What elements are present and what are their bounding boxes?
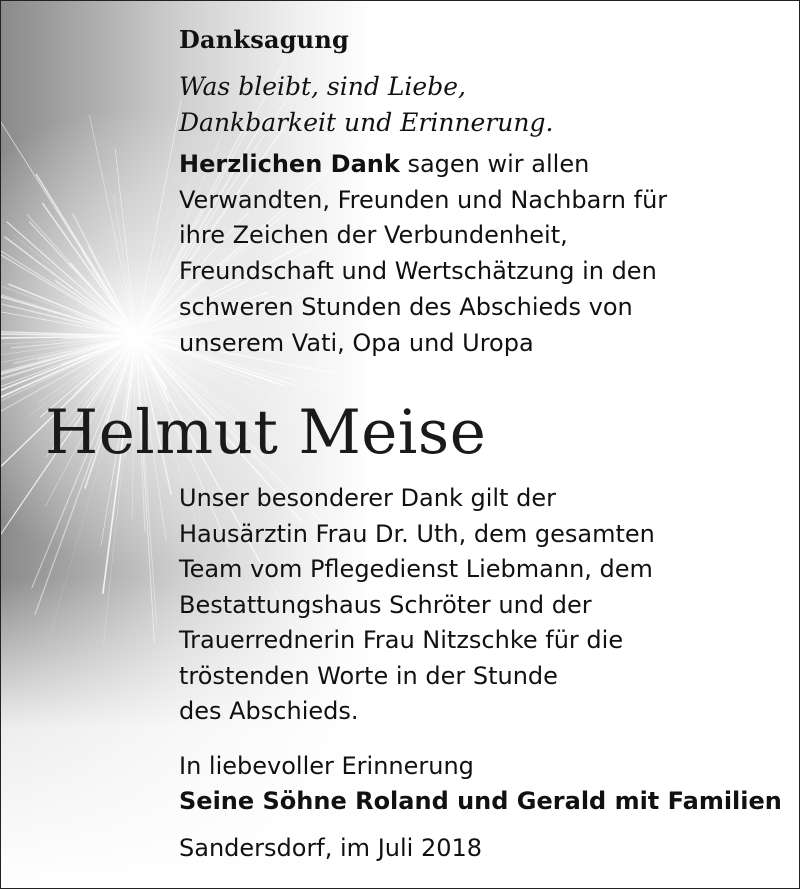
thanks-line: ihre Zeichen der Verbundenheit, bbox=[179, 221, 568, 250]
closing-remembrance: In liebevoller Erinnerung bbox=[179, 752, 474, 780]
quote-line: Was bleibt, sind Liebe, bbox=[179, 72, 466, 101]
special-thanks-line: des Abschieds. bbox=[179, 697, 359, 725]
thanks-line: schweren Stunden des Abschieds von bbox=[179, 292, 633, 321]
family-signature: Seine Söhne Roland und Gerald mit Familien bbox=[179, 787, 782, 815]
heading-danksagung: Danksagung bbox=[179, 25, 349, 54]
place-and-date: Sandersdorf, im Juli 2018 bbox=[179, 834, 483, 862]
special-thanks-line: Trauerrednerin Frau Nitzschke für die bbox=[179, 626, 624, 654]
thanks-lead-bold: Herzlichen Dank bbox=[179, 150, 400, 178]
special-thanks-line: Hausärztin Frau Dr. Uth, dem gesamten bbox=[179, 519, 655, 548]
quote-line: Dankbarkeit und Erinnerung. bbox=[179, 108, 554, 137]
special-thanks-line: Bestattungshaus Schröter und der bbox=[179, 590, 592, 619]
special-thanks-paragraph bbox=[179, 481, 655, 730]
thanks-line: Verwandten, Freunden und Nachbarn für bbox=[179, 185, 668, 214]
thanks-lead-line bbox=[179, 147, 667, 183]
thanks-paragraph bbox=[179, 147, 667, 361]
thanks-line: unserem Vati, Opa und Uropa bbox=[179, 328, 534, 357]
deceased-name: Helmut Meise bbox=[45, 397, 487, 468]
memorial-quote bbox=[179, 69, 553, 141]
special-thanks-line: Unser besonderer Dank gilt der bbox=[179, 484, 556, 512]
special-thanks-line: Team vom Pflegedienst Liebmann, dem bbox=[179, 555, 653, 583]
thanks-line: Freundschaft und Wertschätzung in den bbox=[179, 257, 657, 286]
thanks-lead-rest: sagen wir allen bbox=[399, 150, 590, 178]
special-thanks-line: tröstenden Worte in der Stunde bbox=[179, 661, 558, 690]
